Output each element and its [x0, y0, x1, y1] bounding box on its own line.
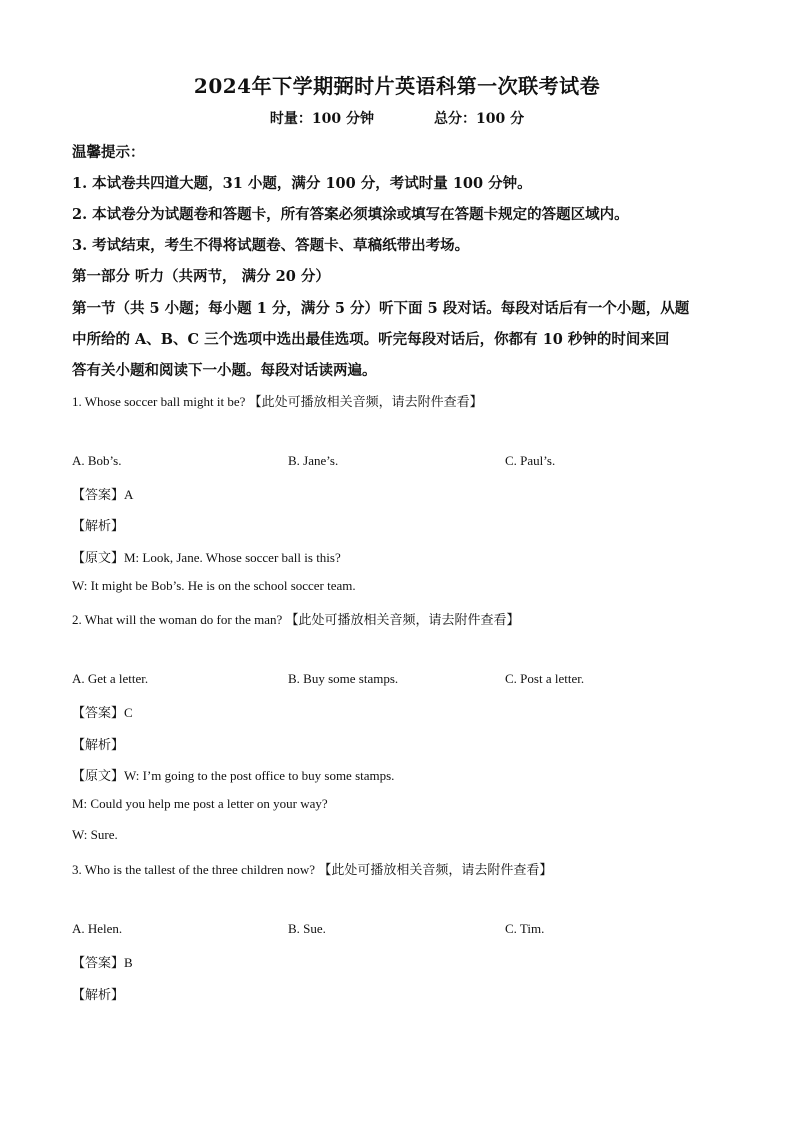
exam-title: 2024年下学期弼时片英语科第一次联考试卷 — [193, 74, 601, 98]
analysis-label: 【解析】 — [72, 518, 125, 533]
transcript-line: M: Could you help me post a letter on your way? — [72, 796, 328, 811]
section-instruction: 中所给的 A、B、C 三个选项中选出最佳选项。听完每段对话后，你都有 10 秒钟的时间来回 — [72, 331, 670, 348]
note-item: 1. 本试卷共四道大题，31 小题，满分 100 分，考试时量 100 分钟。 — [72, 175, 532, 192]
transcript-line: W: It might be Bob’s. He is on the school soccer team. — [72, 578, 356, 593]
analysis-label: 【解析】 — [72, 737, 125, 752]
option-b: B. Sue. — [288, 921, 326, 936]
section-part-title: 第一部分 听力（共两节， 满分 20 分） — [72, 268, 330, 285]
option-b: B. Buy some stamps. — [288, 671, 399, 686]
answer-label: 【答案】C — [72, 705, 133, 720]
section-instruction: 第一节（共 5 小题；每小题 1 分，满分 5 分）听下面 5 段对话。每段对话后有一个小题，从题 — [72, 300, 690, 317]
option-c: C. Post a letter. — [505, 671, 585, 686]
option-a: A. Bob’s. — [72, 453, 122, 468]
option-a: A. Helen. — [72, 921, 123, 936]
question-stem: 2. What will the woman do for the man? 【此处可播放相关音频，请去附件查看】 — [72, 612, 520, 627]
transcript-line: 【原文】M: Look, Jane. Whose soccer ball is this? — [72, 550, 341, 565]
option-c: C. Paul’s. — [505, 453, 556, 468]
note-item: 2. 本试卷分为试题卷和答题卡，所有答案必须填涂或填写在答题卡规定的答题区域内。 — [72, 206, 629, 223]
section-instruction: 答有关小题和阅读下一小题。每段对话读两遍。 — [72, 362, 377, 379]
option-a: A. Get a letter. — [72, 671, 149, 686]
note-item: 3. 考试结束，考生不得将试题卷、答题卡、草稿纸带出考场。 — [72, 237, 470, 254]
question-stem: 3. Who is the tallest of the three children now? 【此处可播放相关音频，请去附件查看】 — [72, 862, 553, 877]
transcript-line: 【原文】W: I’m going to the post office to buy some stamps. — [72, 768, 395, 783]
analysis-label: 【解析】 — [72, 987, 125, 1002]
exam-meta — [0, 108, 794, 128]
answer-label: 【答案】A — [72, 487, 134, 502]
total-score: 总分：100 分 — [434, 111, 525, 127]
answer-label: 【答案】B — [72, 955, 133, 970]
option-b: B. Jane’s. — [288, 453, 339, 468]
notes-label: 温馨提示： — [72, 144, 145, 161]
time-limit: 时量：100 分钟 — [269, 111, 374, 127]
option-c: C. Tim. — [505, 921, 545, 936]
question-stem: 1. Whose soccer ball might it be? 【此处可播放相关音频，请去附件查看】 — [72, 394, 483, 409]
transcript-line: W: Sure. — [72, 827, 118, 842]
